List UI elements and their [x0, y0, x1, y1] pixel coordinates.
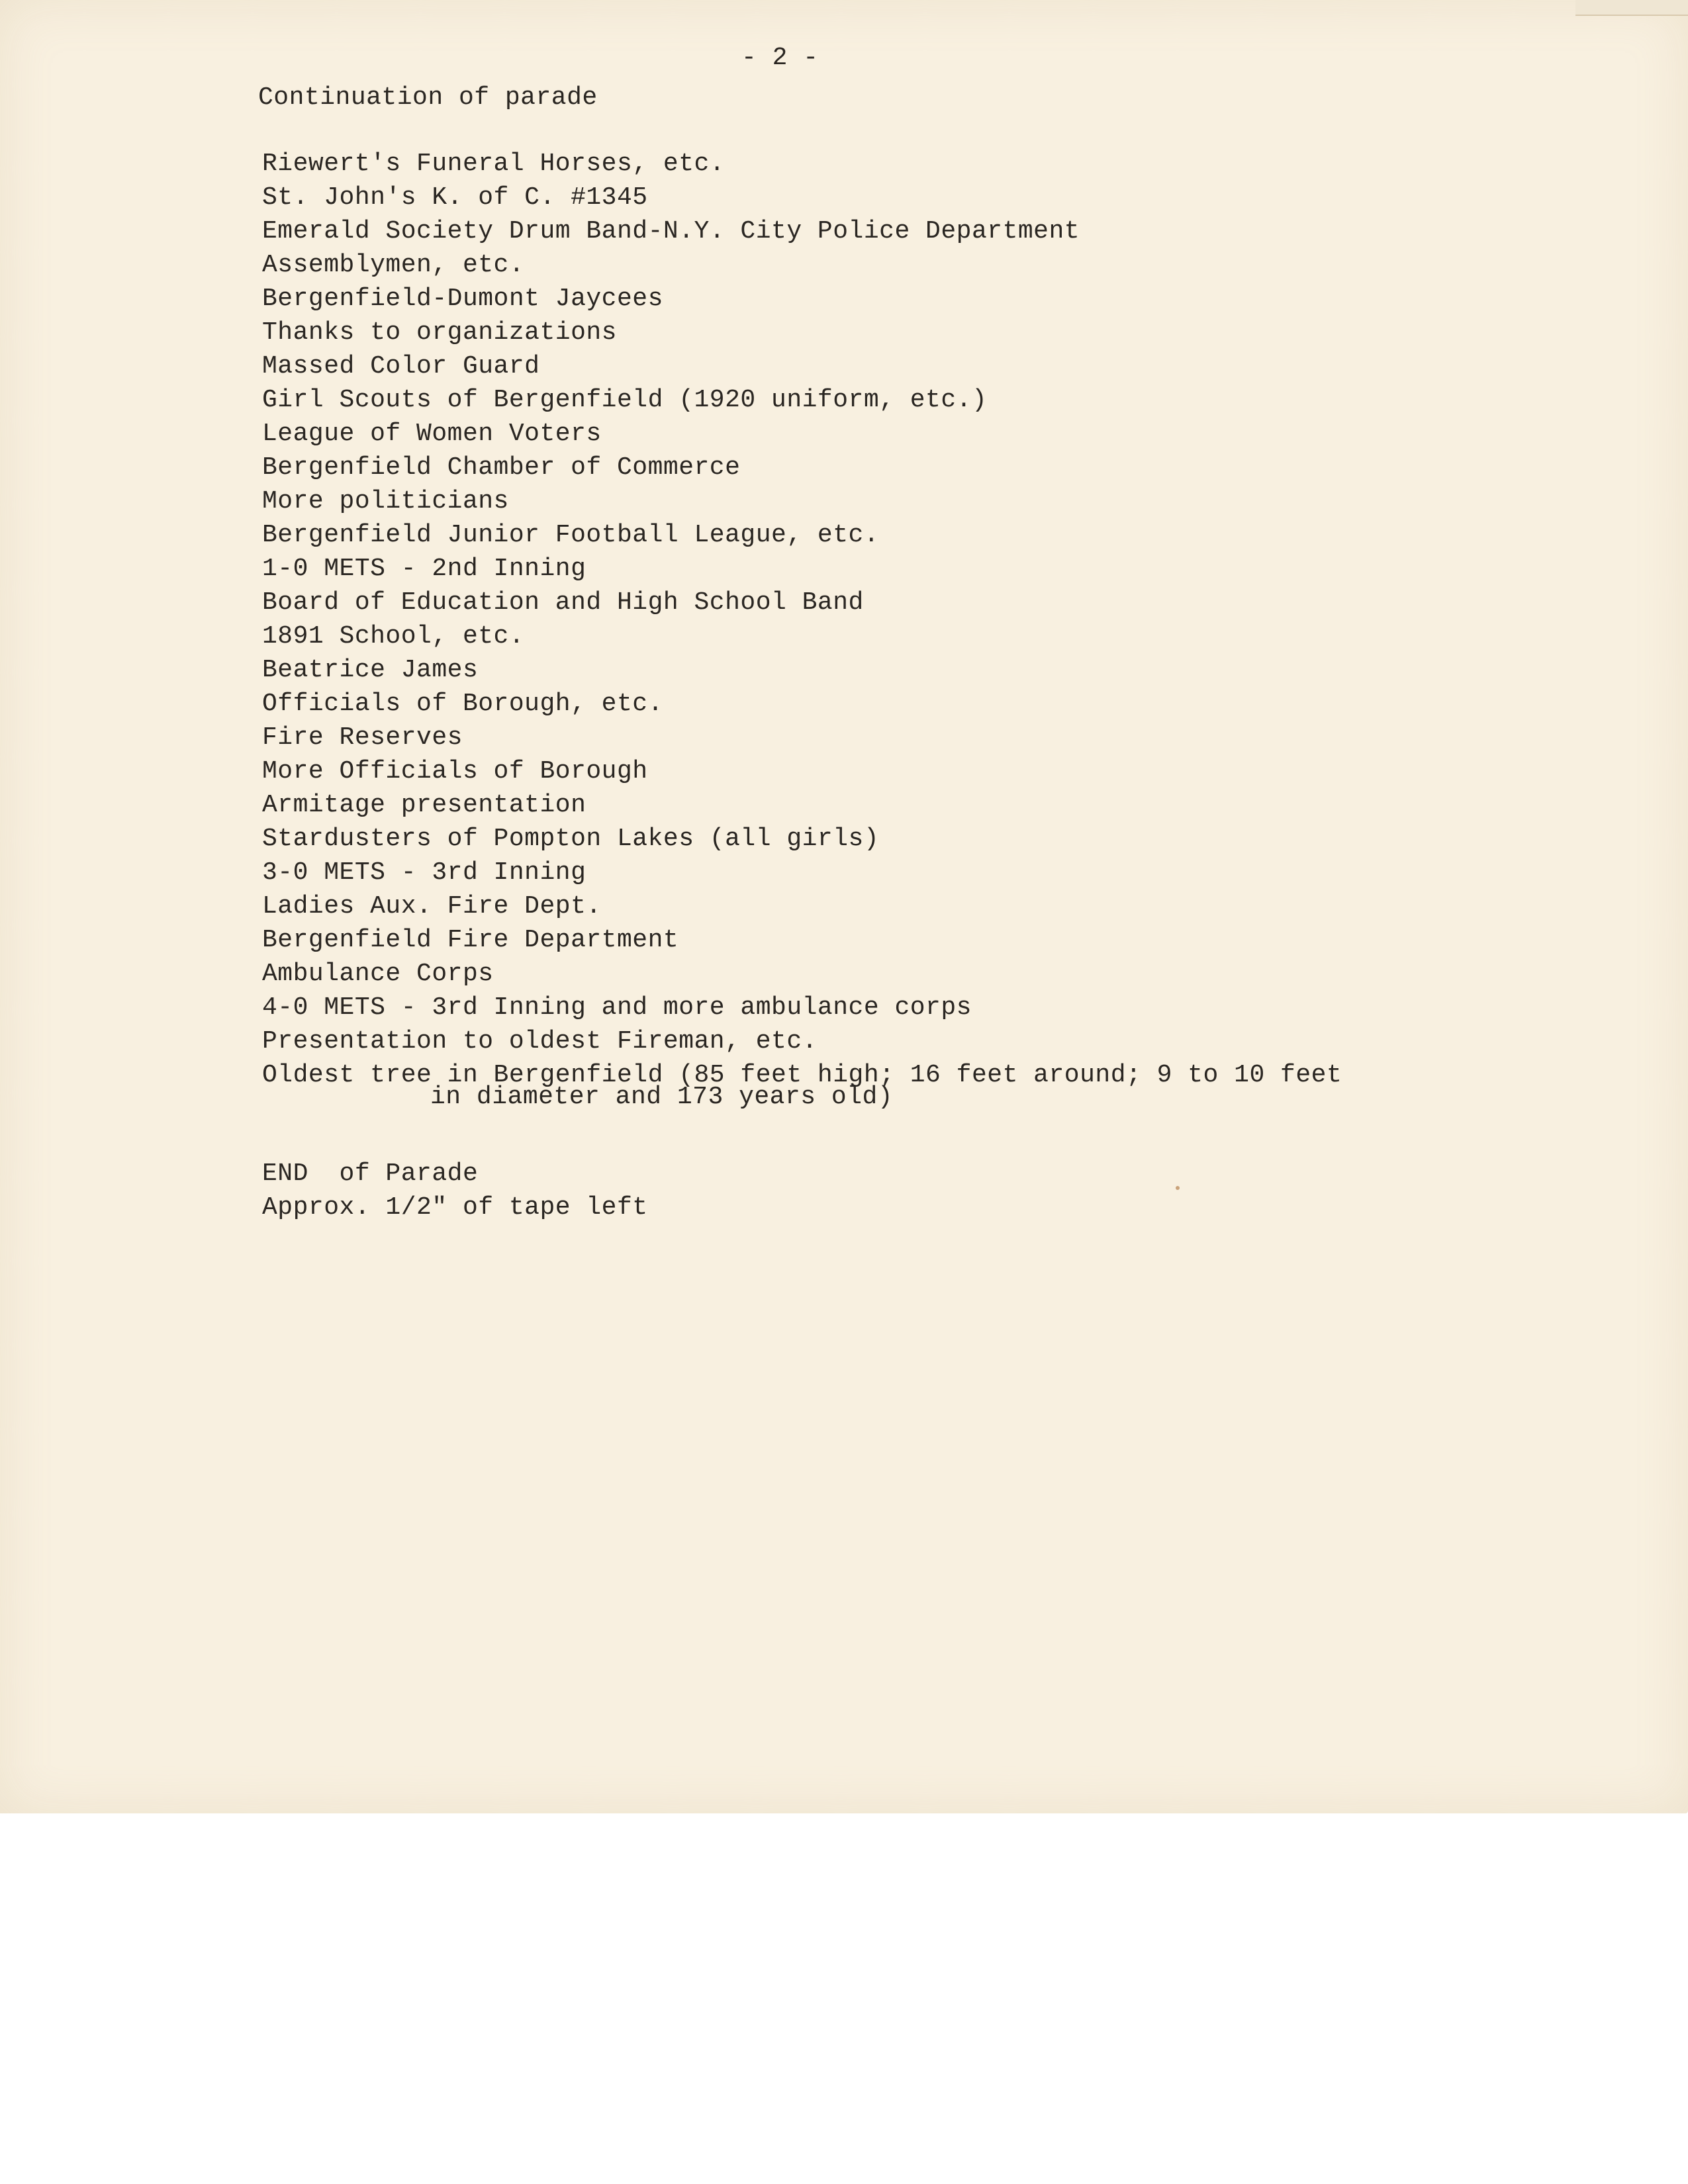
list-item: Bergenfield Chamber of Commerce — [262, 453, 741, 482]
list-item: Armitage presentation — [262, 791, 586, 819]
list-item: Bergenfield Fire Department — [262, 926, 679, 954]
parade-list — [262, 147, 1342, 1092]
list-item: Beatrice James — [262, 656, 479, 684]
list-item: 1-0 METS - 2nd Inning — [262, 555, 586, 583]
list-item: More Officials of Borough — [262, 757, 648, 786]
list-item: Ladies Aux. Fire Dept. — [262, 892, 602, 921]
list-item: League of Women Voters — [262, 420, 602, 448]
list-item: Stardusters of Pompton Lakes (all girls) — [262, 825, 880, 853]
list-item: Girl Scouts of Bergenfield (1920 uniform, etc.) — [262, 386, 988, 414]
list-item: 4-0 METS - 3rd Inning and more ambulance corps — [262, 993, 972, 1022]
list-item: Oldest tree in Bergenfield (85 feet high; 16 feet around; 9 to 10 feet — [262, 1061, 1342, 1089]
tape-note: Approx. 1/2" of tape left — [262, 1193, 648, 1222]
list-item: Emerald Society Drum Band-N.Y. City Police Department — [262, 217, 1080, 246]
list-item: Thanks to organizations — [262, 318, 617, 347]
list-item: St. John's K. of C. #1345 — [262, 183, 648, 212]
list-item: Ambulance Corps — [262, 960, 494, 988]
torn-corner — [1575, 0, 1688, 16]
page-heading: Continuation of parade — [258, 83, 598, 112]
list-item: Massed Color Guard — [262, 352, 540, 381]
list-item: Bergenfield-Dumont Jaycees — [262, 285, 663, 313]
page-number: - 2 - — [741, 44, 819, 72]
list-item-continuation: in diameter and 173 years old) — [430, 1083, 894, 1111]
list-item: Fire Reserves — [262, 723, 463, 752]
list-item: Assemblymen, etc. — [262, 251, 525, 279]
list-item: 3-0 METS - 3rd Inning — [262, 858, 586, 887]
paper-speck — [1176, 1186, 1180, 1190]
list-item: Bergenfield Junior Football League, etc. — [262, 521, 880, 549]
list-item: 1891 School, etc. — [262, 622, 525, 651]
list-item: Riewert's Funeral Horses, etc. — [262, 150, 726, 178]
end-of-parade-line: END of Parade — [262, 1160, 479, 1188]
list-item: More politicians — [262, 487, 509, 516]
list-item: Presentation to oldest Fireman, etc. — [262, 1027, 818, 1056]
list-item: Board of Education and High School Band — [262, 588, 864, 617]
list-item: Officials of Borough, etc. — [262, 690, 663, 718]
